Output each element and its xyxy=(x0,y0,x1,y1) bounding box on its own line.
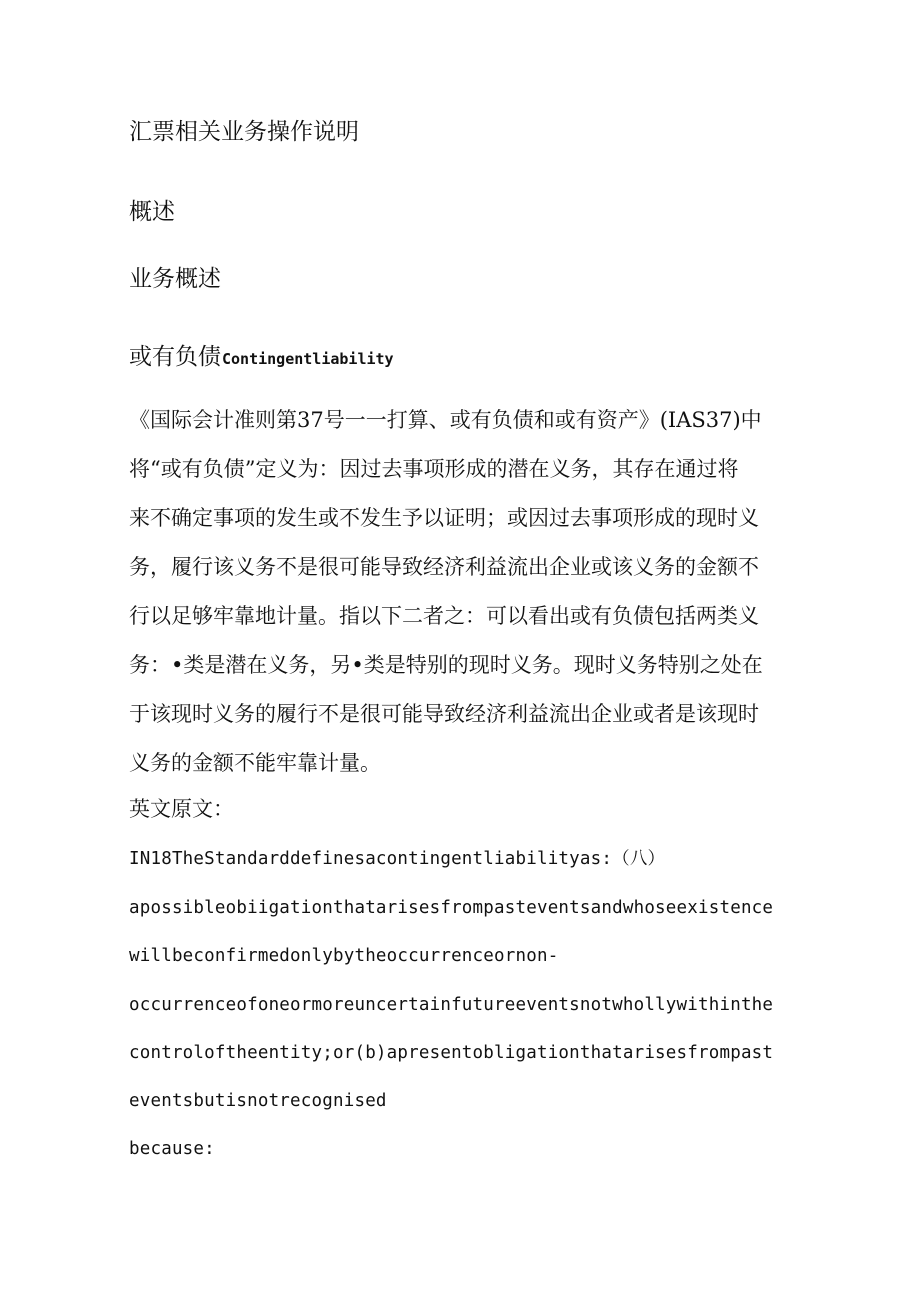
document-title: 汇票相关业务操作说明 xyxy=(129,119,359,145)
body-line: 来不确定事项的发生或不发生予以证明；或因过去事项形成的现时义 xyxy=(129,506,759,530)
english-line: because: xyxy=(129,1139,215,1159)
heading-overview: 概述 xyxy=(129,199,175,225)
english-line: controloftheentity;or(b)apresentobligationthatarisesfrompast xyxy=(129,1043,774,1063)
english-line: IN18TheStandarddefinesacontingentliabilityas:（八） xyxy=(129,849,666,869)
body-line: 务，履行该义务不是很可能导致经济利益流出企业或该义务的金额不 xyxy=(129,555,759,579)
heading-business-overview: 业务概述 xyxy=(129,266,221,292)
english-line: occurrenceofoneormoreuncertainfutureeventsnotwhollywithinthe xyxy=(129,995,774,1015)
body-line: 务：•类是潜在义务，另•类是特别的现时义务。现时义务特别之处在 xyxy=(129,653,763,677)
english-line: apossibleobiigationthatarisesfrompasteventsandwhoseexistence xyxy=(129,898,774,918)
heading-contingent-liability xyxy=(129,342,394,374)
english-label: 英文原文： xyxy=(129,797,234,821)
body-line: 义务的金额不能牢靠计量。 xyxy=(129,751,381,775)
heading-contingent-cn: 或有负债 xyxy=(129,344,221,370)
english-line: eventsbutisnotrecognised xyxy=(129,1091,387,1111)
english-line: willbeconfirmedonlybytheoccurrenceornon- xyxy=(129,946,559,966)
body-line: 行以足够牢靠地计量。指以下二者之：可以看出或有负债包括两类义 xyxy=(129,604,759,628)
body-line: 《国际会计准则第37号一一打算、或有负债和或有资产》(IAS37)中 xyxy=(129,408,762,432)
heading-contingent-en: Contingentliability xyxy=(222,350,394,368)
body-line: 将“或有负债”定义为：因过去事项形成的潜在义务，其存在通过将 xyxy=(129,457,739,481)
body-line: 于该现时义务的履行不是很可能导致经济利益流出企业或者是该现时 xyxy=(129,702,759,726)
